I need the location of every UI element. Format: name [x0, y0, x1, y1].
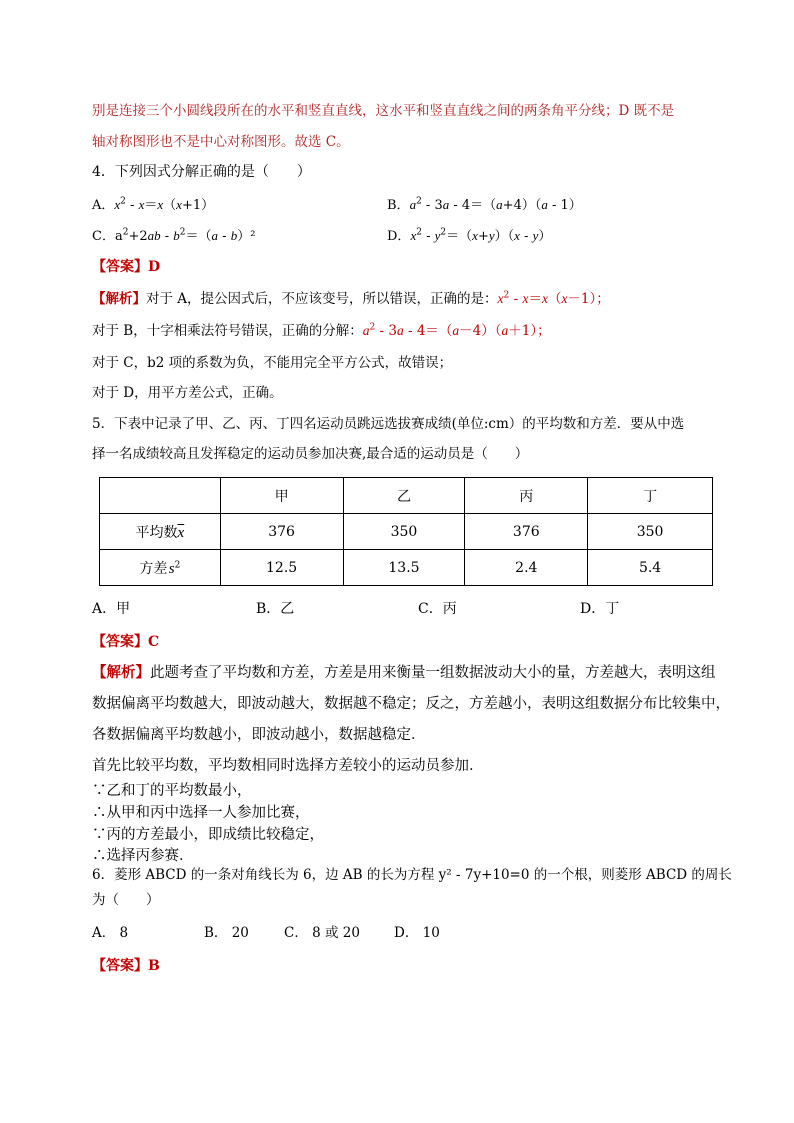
formula-part: －4）（ — [459, 323, 502, 339]
formula-part: - 3 — [375, 323, 397, 339]
formula-part: x — [472, 228, 478, 243]
formula-part: - — [125, 198, 139, 213]
formula-part: ）（ — [494, 229, 515, 244]
analysis-tag: 【解析】 — [92, 664, 150, 681]
q4-option-d: D．$x^2 - y^2=(x+y)(x - y)$ — [387, 227, 552, 244]
q4-option-a: A．$x^2 - x=x(x+1)$ — [92, 196, 215, 213]
q5-stats-table — [99, 477, 713, 586]
formula-part: x — [561, 291, 568, 306]
q4-analysis-b: 对于 B，十字相乘法符号错误，正确的分解：$a^2 - 3a - 4=(a-4)(a+1)$； — [92, 322, 551, 339]
formula-part: a — [541, 197, 548, 212]
prev-explanation-line-1: 别是连接三个小圆线段所在的水平和竖直直线，这水平和竖直直线之间的两条角平分线；D 既不是 — [92, 103, 675, 119]
q5-analysis-line-2: 数据偏离平均数越大，即波动越大，数据越不稳定；反之，方差越小，表明这组数据分布比较集中， — [92, 696, 730, 712]
q5-option-d: D．丁 — [580, 601, 620, 617]
q4-option-c-formula — [115, 229, 255, 244]
table-header-jia: 甲 — [220, 478, 343, 514]
formula-part: y — [532, 228, 539, 243]
q6-answer — [92, 955, 160, 977]
formula-part: x — [514, 228, 520, 243]
q4-option-a-formula — [114, 198, 214, 213]
formula-part: 2 — [179, 227, 186, 238]
formula-part: 2 — [369, 322, 376, 333]
table-row-variance-label: 方差 $s^2$ — [100, 550, 221, 586]
formula-part: x — [176, 197, 182, 212]
q4-option-c: C．$a^2+2ab - b^2=(a - b)^2$ — [92, 227, 256, 244]
formula-part: - 4＝（ — [449, 198, 497, 213]
formula-part: x — [497, 291, 504, 306]
formula-part: a — [442, 197, 450, 212]
formula-part: - 4＝（ — [403, 323, 453, 339]
q4-answer — [92, 256, 160, 278]
q6-option-d: D． 10 — [394, 925, 440, 941]
formula-part: 2 — [120, 196, 126, 207]
q4-analysis-a-formula — [498, 291, 610, 307]
q4-option-d-formula — [410, 229, 551, 244]
formula-part: ＝ — [144, 198, 158, 213]
formula-part: + — [477, 229, 489, 244]
formula-part: +4）（ — [502, 198, 542, 213]
table-row-variance — [100, 550, 713, 586]
q5-analysis-line-1: 【解析】此题考查了平均数和方差，方差是用来衡量一组数据波动大小的量，方差越大，表明这组 — [92, 664, 716, 681]
formula-part: 2 — [416, 227, 422, 238]
answer-value: B — [148, 958, 160, 974]
formula-part: （ — [163, 198, 177, 213]
q5-option-a: A．甲 — [92, 601, 131, 617]
formula-part: a — [362, 323, 370, 338]
q5-analysis-line-3: 各数据偏离平均数越小，即波动越小，数据越稳定． — [92, 727, 426, 743]
q5-option-b: B．乙 — [256, 601, 295, 617]
formula-part: y — [434, 228, 441, 243]
table-header-bing: 丙 — [465, 478, 588, 514]
formula-part: x — [522, 291, 529, 306]
formula-part: ab — [147, 228, 161, 243]
formula-part: y — [488, 228, 495, 243]
formula-part: a — [114, 229, 123, 244]
formula-part: +1） — [181, 198, 215, 213]
formula-part: ＋1）； — [508, 323, 551, 339]
q5-stem-line-1: 5．下表中记录了甲、乙、丙、丁四名运动员跳远选拔赛成绩(单位:cm）的平均数和方差．要从中选 — [92, 416, 685, 432]
q4-analysis-d: 对于 D，用平方差公式，正确。 — [92, 385, 283, 401]
formula-part: x — [157, 197, 164, 212]
table-cell: 12.5 — [220, 550, 343, 586]
formula-part: ＝（ — [185, 229, 212, 244]
variance-symbol: s — [168, 560, 175, 577]
q5-analysis-line-5: ∵乙和丁的平均数最小， — [92, 783, 252, 799]
formula-part: 2 — [122, 227, 129, 238]
formula-part: x — [541, 291, 548, 306]
prev-explanation-line-2: 轴对称图形也不是中心对称图形。故选 C。 — [92, 134, 350, 150]
q5-option-c: C．丙 — [418, 601, 457, 617]
analysis-tag: 【解析】 — [92, 291, 146, 307]
answer-value: C — [148, 634, 160, 650]
formula-part: 2 — [503, 290, 510, 301]
table-cell: 2.4 — [465, 550, 588, 586]
q4-stem: 4．下列因式分解正确的是（ ） — [92, 164, 311, 180]
table-row-mean — [100, 514, 713, 550]
table-header-empty — [100, 478, 221, 514]
q4-analysis-c: 对于 C，b2 项的系数为负，不能用完全平方公式，故错误； — [92, 355, 453, 371]
q6-option-c: C． 8 或 20 — [284, 925, 360, 941]
table-cell: 13.5 — [343, 550, 465, 586]
formula-part: ＝（ — [446, 229, 473, 244]
q4-analysis-a: 【解析】对于 A，提公因式后，不应该变号，所以错误，正确的是：$x^2 - x=x(x-1)$； — [92, 290, 610, 307]
q6-option-a: A． 8 — [92, 925, 129, 941]
table-cell: 376 — [220, 514, 343, 550]
q6-stem-line-2: 为（ ） — [92, 892, 160, 908]
table-cell: 350 — [588, 514, 713, 550]
formula-part: x — [410, 228, 417, 243]
formula-part: x — [138, 197, 145, 212]
q5-analysis-line-4: 首先比较平均数，平均数相同时选择方差较小的运动员参加． — [92, 758, 484, 774]
table-header-yi: 乙 — [343, 478, 465, 514]
formula-part: 2 — [416, 196, 422, 207]
formula-part: b — [230, 228, 238, 243]
answer-tag: 【答案】 — [92, 958, 148, 974]
formula-part: - — [519, 229, 533, 244]
formula-part: a — [211, 228, 219, 243]
answer-value: D — [148, 259, 161, 275]
q6-stem-line-1: 6．菱形 ABCD 的一条对角线长为 6，边 AB 的长为方程 y² - 7y+10=0 的一个根，则菱形 ABCD 的周长 — [92, 867, 732, 883]
q5-analysis-line-7: ∵丙的方差最小，即成绩比较稳定， — [92, 827, 324, 843]
formula-part: （ — [547, 291, 562, 307]
q4-option-b: B．$a^2 - 3a - 4=(a+4)(a - 1)$ — [387, 196, 582, 213]
formula-part: +2 — [128, 229, 148, 244]
formula-part: b — [173, 228, 180, 243]
table-cell: 376 — [465, 514, 588, 550]
formula-part: - — [160, 229, 174, 244]
q5-analysis-line-8: ∴选择丙参赛． — [92, 848, 194, 864]
table-cell: 5.4 — [588, 550, 713, 586]
formula-part: ） — [538, 229, 552, 244]
q4-analysis-b-formula — [363, 323, 551, 339]
formula-part: ＝ — [528, 291, 542, 307]
table-header-ding: 丁 — [588, 478, 713, 514]
formula-part: a — [501, 323, 509, 338]
q6-option-b: B． 20 — [204, 925, 249, 941]
formula-part: - 1） — [547, 198, 582, 213]
formula-part: ）² — [237, 229, 256, 244]
q5-answer — [92, 631, 159, 653]
formula-part: - — [218, 229, 231, 244]
mean-symbol: $\overline{x}$ — [177, 524, 185, 541]
formula-part: a — [496, 197, 503, 212]
formula-part: x — [114, 197, 121, 212]
q5-analysis-line-6: ∴从甲和丙中选择一人参加比赛， — [92, 805, 310, 821]
q4-option-b-formula — [410, 198, 582, 213]
formula-part: －1）； — [567, 291, 610, 307]
answer-tag: 【答案】 — [92, 259, 148, 275]
answer-tag: 【答案】 — [92, 634, 148, 650]
formula-part: a — [409, 197, 417, 212]
q5-stem-line-2: 择一名成绩较高且发挥稳定的运动员参加决赛,最合适的运动员是（ ） — [92, 446, 529, 462]
formula-part: - — [509, 291, 523, 307]
table-header-row — [100, 478, 713, 514]
formula-part: - — [421, 229, 435, 244]
formula-part: 2 — [440, 227, 447, 238]
formula-part: a — [452, 323, 460, 338]
table-row-mean-label: 平均数$\overline{x}$ — [100, 514, 221, 550]
formula-part: a — [396, 323, 404, 338]
formula-part: - 3 — [421, 198, 443, 213]
table-cell: 350 — [343, 514, 465, 550]
